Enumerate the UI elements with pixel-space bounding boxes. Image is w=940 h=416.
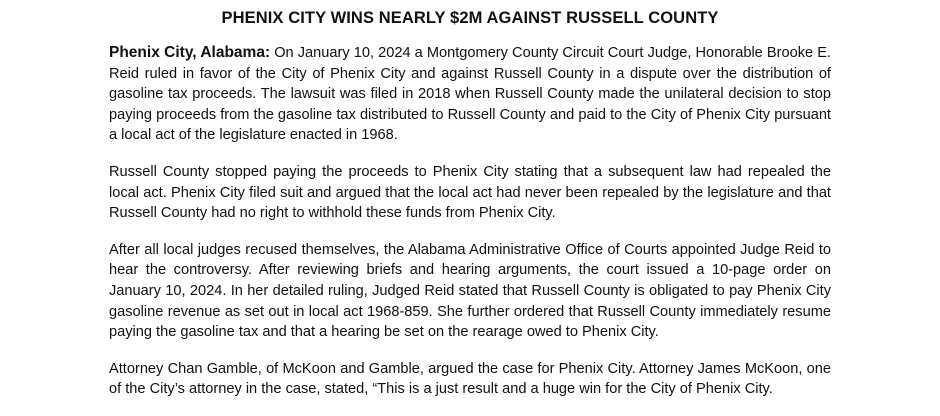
dateline: Phenix City, Alabama: [109, 44, 271, 61]
paragraph-3: After all local judges recused themselves, the Alabama Administrative Office of Courts appointed Judge Reid to hear the controversy. After reviewing briefs and hearing arguments, the court issued a 10-page order on January 10, 2024. In her detailed ruling, Judged Reid stated that Russell County is obligated to pay Phenix City gasoline revenue as set out in local act 1968-859. She further ordered that Russell County immediately resume paying the gasoline tax and that a hearing be set on the rearage owed to Phenix City. [109, 241, 831, 341]
paragraph-1-text: On January 10, 2024 a Montgomery County Circuit Court Judge, Honorable Brooke E. Reid ruled in favor of the City of Phenix City and against Russell County in a dispute over the distribution of gasoline tax proceeds. The lawsuit was filed in 2018 when Russell County made the unilateral decision to stop paying proceeds from the gasoline tax distributed to Russell County and paid to the City of Phenix City pursuant a local act of the legislature enacted in 1968. [109, 45, 831, 144]
paragraph-1 [109, 43, 831, 146]
paragraph-4: Attorney Chan Gamble, of McKoon and Gamble, argued the case for Phenix City. Attorney James McKoon, one of the City’s attorney in the case, stated, “This is a just result and a huge win for the City of Phenix City. [109, 360, 831, 398]
headline: PHENIX CITY WINS NEARLY $2M AGAINST RUSSELL COUNTY [221, 9, 719, 27]
paragraph-2: Russell County stopped paying the proceeds to Phenix City stating that a subsequent law had repealed the local act. Phenix City filed suit and argued that the local act had never been repealed by the legislature and that Russell County had no right to withhold these funds from Phenix City. [109, 163, 831, 222]
article-body [109, 43, 831, 416]
